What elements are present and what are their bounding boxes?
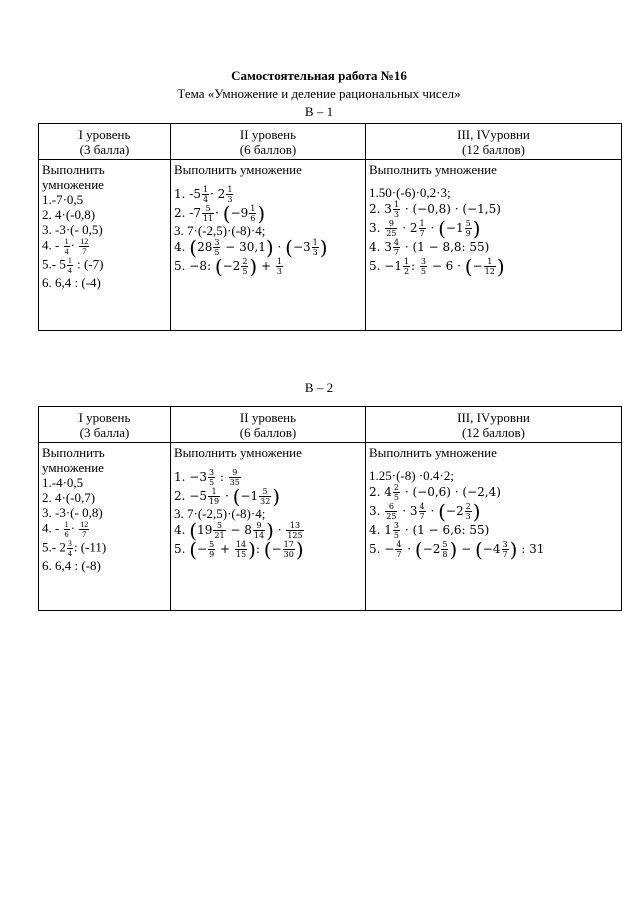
v2-col3-header: III, IVуровни (12 баллов): [366, 407, 622, 443]
v2-level1-tasks: Выполнить умножение 1.-4·0,5 2. 4·(-0,7) 3. -3·(- 0,8) 4. - $\frac{1}{6}$ · $\frac{12}{7}$ 5.- 2 $\frac{3}{4}$ : (-11) 6. 6,4 : (-8): [39, 443, 171, 611]
v2-level2-tasks: Выполнить умножение 1. −3 $\frac{3}{5}$ : $\frac{9}{35}$ 2. −5 $\frac{1}{19}$ · (−1 $\frac{5}{32}$ ) 3. 7·(-2,5)·(-8)·4; 4. (19 $\frac{5}{21}$ − 8 $\frac{9}{14}$ ) · $\frac{13}{125}$ 5. (− $\frac{5}{9}$ + $\frac{14}{15}$ ): (− $\frac{17}{30}$ ): [171, 443, 366, 611]
v1-level1-tasks: Выполнить умножение 1.-7·0,5 2. 4·(-0,8) 3. -3·(- 0,5) 4. - $\frac{1}{4}$ · $\frac{12}{7}$ 5.- 5 $\frac{1}{4}$ : (-7) 6. 6,4 : (-4): [39, 160, 171, 331]
v1-level2-tasks: Выполнить умножение 1. -5 $\frac{1}{4}$ · 2 $\frac{1}{3}$ 2. -7 $\frac{5}{11}$ · (−9 $\frac{1}{6}$ ) 3. 7·(-2,5)·(-8)·4; 4. (28 $\frac{3}{5}$ − 30,1) · (−3 $\frac{1}{3}$ ) 5. −8: (−2 $\frac{2}{5}$ ) + $\frac{1}{3}$: [171, 160, 366, 331]
v2-col2-header: II уровень (6 баллов): [171, 407, 366, 443]
v1-col1-header: I уровень (3 балла): [39, 124, 171, 160]
variant-1-label: В – 1: [304, 104, 334, 119]
v1-level3-tasks: Выполнить умножение 1.50·(-6)·0,2·3; 2. 3 $\frac{1}{3}$ · (−0,8) · (−1,5) 3. $\frac{9}{25}$ · 2 $\frac{1}{7}$ · (−1 $\frac{5}{9}$ ) 4. 3 $\frac{4}{7}$ · (1 − 8,8: 55) 5. −1 $\frac{1}{2}$ : $\frac{3}{5}$ − 6 · (− $\frac{1}{12}$ ): [366, 160, 622, 331]
page-subtitle: Тема «Умножение и деление рациональных чисел»: [177, 86, 461, 101]
v1-col3-header: III, IVуровни (12 баллов): [366, 124, 622, 160]
variant-2-label: В – 2: [304, 380, 334, 395]
page-title: Самостоятельная работа №16: [231, 68, 407, 83]
variant-2-table: [38, 406, 622, 611]
v1-col2-header: II уровень (6 баллов): [171, 124, 366, 160]
v2-col1-header: I уровень (3 балла): [39, 407, 171, 443]
variant-1-table: [38, 123, 622, 331]
v2-level3-tasks: Выполнить умножение 1.25·(-8) ·0.4·2; 2. 4 $\frac{2}{5}$ · (−0,6) · (−2,4) 3. $\frac{6}{25}$ · 3 $\frac{4}{7}$ · (−2 $\frac{2}{3}$ ) 4. 1 $\frac{3}{5}$ · (1 − 6,6: 55) 5. − $\frac{4}{7}$ · (−2 $\frac{5}{8}$ ) − (−4 $\frac{3}{7}$ ) : 31: [366, 443, 622, 611]
